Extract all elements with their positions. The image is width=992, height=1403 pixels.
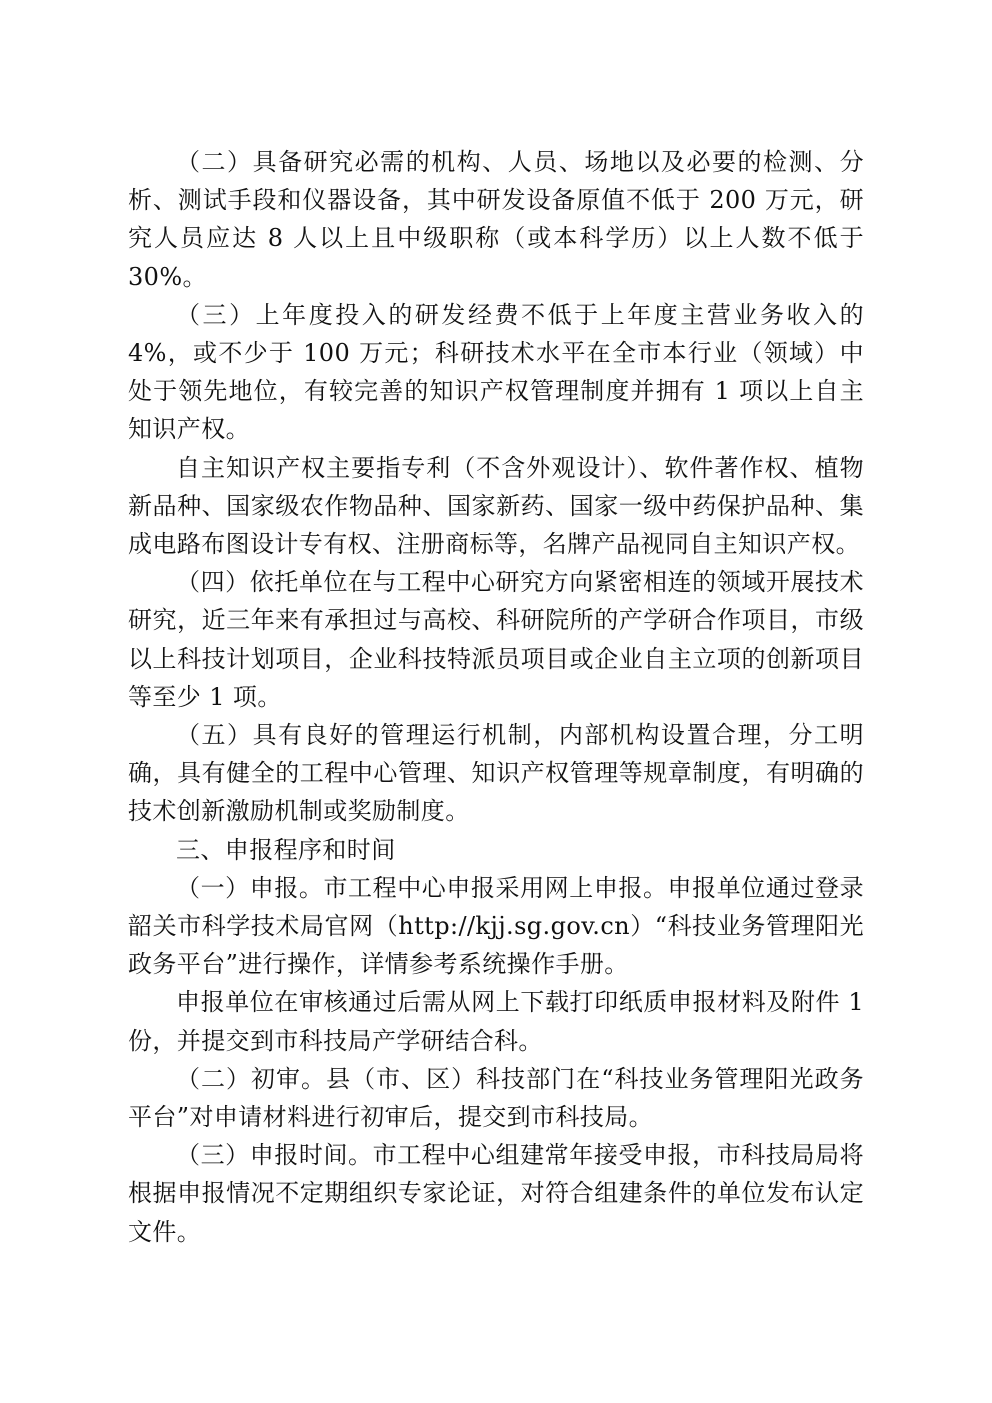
paragraph-ip-definition: 自主知识产权主要指专利（不含外观设计）、软件著作权、植物新品种、国家级农作物品种、国家新药、国家一级中药保护品种、集成电路布图设计专有权、注册商标等，名牌产品视同自主知识产权。 — [128, 453, 864, 559]
paragraph-requirement-2: （二）具备研究必需的机构、人员、场地以及必要的检测、分析、测试手段和仪器设备，其中研发设备原值不低于 200 万元，研究人员应达 8 人以上且中级职称（或本科学历）以上人数不低于 30%。 — [128, 148, 864, 291]
paragraph-requirement-3: （三）上年度投入的研发经费不低于上年度主营业务收入的 4%，或不少于 100 万元；科研技术水平在全市本行业（领域）中处于领先地位，有较完善的知识产权管理制度并拥有 1 项以上自主知识产权。 — [128, 300, 864, 444]
document-body — [128, 143, 864, 1251]
paragraph-requirement-5: （五）具有良好的管理运行机制，内部机构设置合理，分工明确，具有健全的工程中心管理、知识产权管理等规章制度，有明确的技术创新激励机制或奖励制度。 — [128, 721, 864, 826]
paragraph-submission: 申报单位在审核通过后需从网上下载打印纸质申报材料及附件 1 份，并提交到市科技局产学研结合科。 — [128, 988, 864, 1055]
paragraph-procedure-1: （一）申报。市工程中心申报采用网上申报。申报单位通过登录韶关市科学技术局官网（http://kjj.sg.gov.cn）“科技业务管理阳光政务平台”进行操作，详情参考系统操作手册。 — [128, 873, 864, 979]
paragraph-requirement-4: （四）依托单位在与工程中心研究方向紧密相连的领域开展技术研究，近三年来有承担过与高校、科研院所的产学研合作项目，市级以上科技计划项目，企业科技特派员项目或企业自主立项的创新项目等至少 1 项。 — [128, 568, 864, 711]
paragraph-procedure-2: （二）初审。县（市、区）科技部门在“科技业务管理阳光政务平台”对申请材料进行初审后，提交到市科技局。 — [128, 1064, 864, 1132]
section-heading-procedure: 三、申报程序和时间 — [176, 835, 396, 864]
paragraph-procedure-3: （三）申报时间。市工程中心组建常年接受申报，市科技局局将根据申报情况不定期组织专家论证，对符合组建条件的单位发布认定文件。 — [128, 1141, 864, 1246]
